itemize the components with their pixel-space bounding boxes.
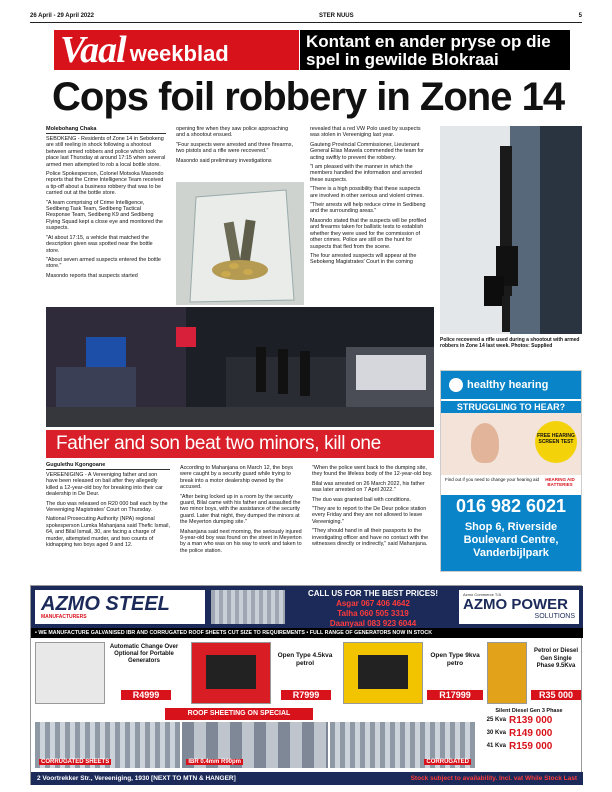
paragraph: "Four suspects were arrested and three firearms, two pistols and a rifle were recovered." xyxy=(176,141,293,155)
silent-gen-price: R139 000 xyxy=(509,715,553,726)
paragraph: VEREENIGING - A Vereeniging father and son have been released on bail after they allegedly killed a 12-year-old boy for breaking into their car dealership in De Deur. xyxy=(46,472,163,498)
headline-main: Cops foil robbery in Zone 14 xyxy=(52,75,565,119)
story2-column-1 xyxy=(46,462,170,551)
masthead-logo xyxy=(54,30,299,70)
ad-small-text-row xyxy=(441,475,581,495)
corrugated-sheet-image xyxy=(330,722,475,768)
ear-shape-icon xyxy=(471,423,499,463)
headline-secondary: Father and son beat two minors, kill one xyxy=(46,430,434,458)
masthead-vaal: Vaal xyxy=(60,29,126,71)
paragraph: "When the police went back to the dumping site, they found the lifeless body of the 12-year-old boy. xyxy=(312,465,433,478)
story2-byline: Gugulethu Kgongoane xyxy=(46,462,170,470)
paragraph: The duo was granted bail with conditions. xyxy=(312,496,411,503)
phone-talha[interactable]: Talha 060 505 3319 xyxy=(337,609,409,618)
product-label: Petrol or Diesel Gen Single Phase 9.5Kva xyxy=(533,648,578,669)
paragraph: Masondo said preliminary investigations xyxy=(176,157,272,164)
healthy-hearing-address: Shop 6, Riverside Boulevard Centre, Vanderbijlpark xyxy=(441,517,581,571)
roof-sheets-row xyxy=(35,722,475,768)
story2-column-2 xyxy=(180,465,304,557)
story1-column-3 xyxy=(310,126,428,269)
crime-scene-illustration xyxy=(46,307,434,427)
paragraph: National Prosecuting Authority (NPA) regional spokesperson Lumka Mahanjana said Thefic Ismail, 64, and Bilal Ismail, 30, are facing a charge of murder, attempted murder, and two counts of kidnapping two boys aged 9 and 12. xyxy=(46,516,170,549)
product-label: Open Type 9kva petro xyxy=(430,652,480,667)
paragraph: "About seven armed suspects entered the bottle store." xyxy=(46,256,161,270)
story1-byline: Molebohang Chaka xyxy=(46,126,166,134)
sheet-label: CORRUGATED SHEETS xyxy=(41,759,110,765)
page-header xyxy=(30,10,582,22)
azmo-power-commerce: Azmo Commerce T/A xyxy=(463,592,502,597)
silent-gen-kva: 41 Kva xyxy=(486,743,506,749)
story2-column-3 xyxy=(312,465,434,550)
struggling-headline: STRUGGLING TO HEAR? xyxy=(441,401,581,413)
roof-sheet-image xyxy=(211,590,285,624)
azmo-steel-name: AZMO STEEL xyxy=(41,593,170,615)
azmo-steel-ad[interactable] xyxy=(30,585,582,785)
product-price: R17999 xyxy=(427,690,483,700)
healthy-hearing-brand: healthy hearing xyxy=(467,379,549,391)
stock-disclaimer: Stock subject to availability. Incl. vat While Stock Last xyxy=(410,775,577,782)
paragraph: "There is a high possibility that these suspects are involved in other serious and violent crimes. xyxy=(310,186,424,199)
paragraph: According to Mahanjana on March 12, the boys were caught by a security guard while trying to break into a motor dealership owned by the accused. xyxy=(180,465,293,491)
paragraph: The duo was released on R20 000 bail each by the Vereeniging Magistrates' Court on Thursday. xyxy=(46,500,168,514)
silent-gen-price: R159 000 xyxy=(509,741,553,752)
rifle-photo xyxy=(440,126,582,334)
paragraph: "After being locked up in a room by the security guard, Bilal came with his father and assaulted the two minor boys, with the assistance of the security guard. Later that night, they dumped the minors at the Meyerton dumping site." xyxy=(180,493,301,526)
changeover-switch-image xyxy=(35,642,105,704)
generator-9-5kva-image xyxy=(487,642,527,704)
generator-9kva-image xyxy=(343,642,423,704)
paragraph: "At about 17:15, a vehicle that matched the description given was spotted near the bottle store. xyxy=(46,234,153,254)
corrugated-sheet-image xyxy=(35,722,180,768)
paragraph: Gauteng Provincial Commissioner, Lieutenant General Elias Mawela commended the team for acting swiftly to prevent the robbery. xyxy=(310,141,424,161)
free-test-badge: FREE HEARING SCREEN TEST xyxy=(535,421,577,463)
azmo-address: 2 Voortrekker Str., Vereeniging, 1930 [NEXT TO MTN & HANGER] xyxy=(37,775,236,782)
story1-column-1 xyxy=(46,126,166,282)
sheet-label: IBR 0.4mm R90pm xyxy=(188,759,242,765)
healthy-hearing-ad[interactable] xyxy=(440,370,582,572)
ibr-sheet-image xyxy=(182,722,327,768)
promo-teaser: Kontant en ander pryse op die spel in gewilde Blokraai xyxy=(300,30,570,70)
header-rule xyxy=(30,22,582,23)
phone-asgar[interactable]: Asgar 067 406 4642 xyxy=(336,599,410,608)
silent-gen-row xyxy=(479,740,579,753)
azmo-footer xyxy=(31,772,583,785)
silent-gen-kva: 25 Kva xyxy=(486,717,506,723)
silent-gen-price: R149 000 xyxy=(509,728,553,739)
rifle-photo-caption: Police recovered a rifle used during a shootout with armed robbers in Zone 14 last week. Photos: Supplied xyxy=(440,337,580,349)
ear-logo-icon xyxy=(449,378,463,392)
issue-date: 26 April - 29 April 2022 xyxy=(30,13,94,19)
section-name: STER NUUS xyxy=(318,13,354,19)
paragraph: Mahanjana said next morning, the seriously injured 9-year-old boy was found on the street in Meyerton by a man who was on his way to work and taken to the police station. xyxy=(180,528,302,554)
phone-daanyaal[interactable]: Daanyaal 083 923 6044 xyxy=(329,619,417,628)
azmo-banner: • WE MANUFACTURE GALVANISED IBR AND CORRUGATED ROOF SHEETS CUT SIZE TO REQUIREMENTS • FULL RANGE OF GENERATORS NOW IN STOCK xyxy=(31,628,583,638)
paragraph: Police Spokesperson, Colonel Motsoka Masondo reports that the Crime Intelligence Team received a tip-off about a business robbery that was to be carried out at the bottle store. xyxy=(46,171,164,197)
roof-special-label: ROOF SHEETING ON SPECIAL xyxy=(165,708,313,720)
silent-gen-kva: 30 Kva xyxy=(486,730,506,736)
azmo-power-name: AZMO POWER xyxy=(463,596,568,613)
page-number: 5 xyxy=(578,13,582,19)
ear-photo xyxy=(441,413,581,475)
paragraph: "They are to report to the De Deur police station every Friday and they are not allowed to leave Vereeniging." xyxy=(312,506,427,525)
paragraph: The four arrested suspects will appear at the Sebokeng Magistrates' Court in the coming xyxy=(310,252,417,266)
silent-gen-row xyxy=(479,727,579,740)
hearing-aid-note: Find out if you need to change your hearing aid xyxy=(445,477,540,482)
paragraph: Masondo stated that the suspects will be profiled and firearms taken for ballistic tests to establish whether they were used for the commission of other crimes. Police are still on the hunt for suspects that fled from the scene. xyxy=(310,217,427,250)
crime-scene-photo xyxy=(46,307,434,427)
product-price: R35 000 xyxy=(531,690,581,700)
paragraph: "I am pleased with the manner in which the members handled the information and arrested these suspects. xyxy=(310,164,423,183)
story1-column-2 xyxy=(176,126,296,167)
azmo-steel-logo xyxy=(35,590,205,624)
paragraph: SEBOKENG - Residents of Zone 14 in Sebokeng are still reeling in shock following a shootout between armed robbers and police which took place last Thursday at around 17:15 when several armed men attempted to rob a local bottle store. xyxy=(46,136,166,168)
silent-gen-title: Silent Diesel Gen 3 Phase xyxy=(495,708,563,714)
silent-generator-prices xyxy=(479,708,579,768)
generator-4-5kva-image xyxy=(191,642,271,704)
masthead-weekblad: weekblad xyxy=(129,41,229,66)
ammunition-illustration xyxy=(176,182,304,305)
silent-gen-row xyxy=(479,714,579,727)
manufacturers-label: MANUFACTURERS xyxy=(41,614,87,620)
product-price: R7999 xyxy=(281,690,331,700)
paragraph: "Their arrests will help reduce crime in Sedibeng and the surrounding areas." xyxy=(310,202,426,215)
healthy-hearing-brand-bar xyxy=(441,371,581,399)
product-label: Automatic Change Over Optional for Portable Generators xyxy=(109,644,179,664)
rifle-illustration xyxy=(440,126,582,334)
paragraph: opening fire when they saw police approaching and a shootout ensued. xyxy=(176,126,289,139)
product-price: R4999 xyxy=(121,690,171,700)
paragraph: "A team comprising of Crime Intelligence, Sedibeng Task Team, Sedibeng Tactical Response Team, Sedibeng K9 and Sedibeng Flying Squad kept a close eye and monitored the suspects. xyxy=(46,199,163,232)
azmo-contact-block xyxy=(293,589,453,629)
paragraph: revealed that a red VW Polo used by suspects was stolen in Vereeniging last year. xyxy=(310,126,421,139)
ammunition-photo xyxy=(176,182,304,305)
azmo-power-logo xyxy=(459,590,579,624)
product-label: Open Type 4.5kva petrol xyxy=(277,652,333,667)
healthy-hearing-phone[interactable]: 016 982 6021 xyxy=(441,495,581,517)
call-us-label: CALL US FOR THE BEST PRICES! xyxy=(307,589,439,598)
azmo-power-solutions: SOLUTIONS xyxy=(534,613,575,620)
paragraph: "They should hand in all their passports to the investigating officer and have no contact with the witnesses directly or indirectly," said Mahanjana. xyxy=(312,528,429,548)
paragraph: Masondo reports that suspects started xyxy=(46,272,138,279)
paragraph: Bilal was arrested on 26 March 2022, his father was later arrested on 7 April 2022." xyxy=(312,480,425,494)
sheet-label: CORRUGATED xyxy=(426,759,469,765)
batteries-label: HEARING AID BATTERIES xyxy=(545,477,575,487)
